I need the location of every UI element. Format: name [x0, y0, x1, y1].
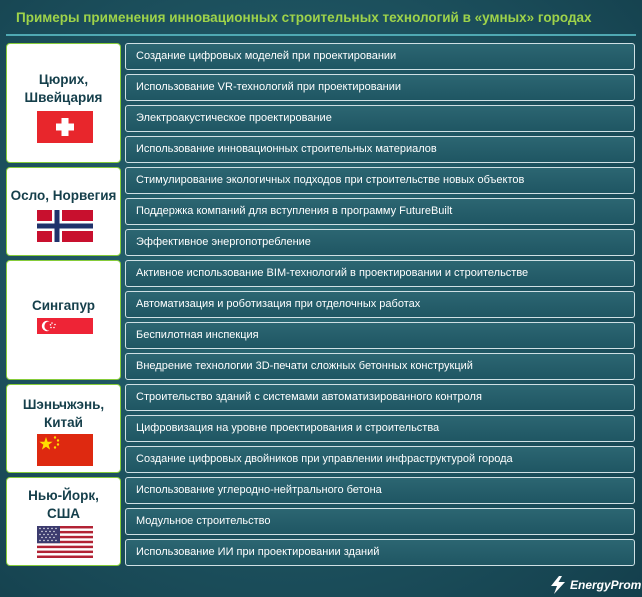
energyprom-logo	[548, 575, 642, 595]
lightning-icon	[548, 576, 568, 594]
list-item: Активное использование BIM-технологий в проектировании и строительстве	[125, 260, 635, 287]
singapore-flag-icon	[37, 318, 93, 350]
logo-text: EnergyProm	[570, 578, 642, 592]
list-item: Модульное строительство	[125, 508, 635, 535]
china-flag-icon	[37, 434, 93, 466]
list-item: Использование VR-технологий при проектировании	[125, 74, 635, 101]
city-card-zurich	[6, 43, 121, 163]
list-item: Беспилотная инспекция	[125, 322, 635, 349]
list-item: Использование ИИ при проектировании зданий	[125, 539, 635, 566]
list-item: Создание цифровых двойников при управлении инфраструктурой города	[125, 446, 635, 473]
norway-flag-icon	[37, 210, 93, 242]
usa-flag-icon	[37, 526, 93, 558]
title-divider	[6, 34, 636, 36]
city-name-new-york: Нью-Йорк, США	[28, 488, 99, 521]
list-item: Использование инновационных строительных материалов	[125, 136, 635, 163]
list-item: Эффективное энергопотребление	[125, 229, 635, 256]
city-card-new-york	[6, 477, 121, 566]
list-item: Использование углеродно-нейтрального бетона	[125, 477, 635, 504]
list-item: Внедрение технологии 3D-печати сложных бетонных конструкций	[125, 353, 635, 380]
list-item: Строительство зданий с системами автоматизированного контроля	[125, 384, 635, 411]
city-card-singapore	[6, 260, 121, 380]
city-name-singapore: Сингапур	[31, 298, 96, 313]
list-item: Цифровизация на уровне проектирования и строительства	[125, 415, 635, 442]
switzerland-flag-icon	[37, 111, 93, 143]
city-card-oslo	[6, 167, 121, 256]
list-item: Поддержка компаний для вступления в программу FutureBuilt	[125, 198, 635, 225]
city-name-shenzhen: Шэньчжэнь, Китай	[22, 397, 105, 430]
list-item: Электроакустическое проектирование	[125, 105, 635, 132]
list-item: Автоматизация и роботизация при отделочных работах	[125, 291, 635, 318]
city-name-oslo: Осло, Норвегия	[10, 188, 117, 203]
city-card-shenzhen	[6, 384, 121, 473]
page-title: Примеры применения инновационных строительных технологий в «умных» городах	[16, 10, 592, 25]
city-name-zurich: Цюрих, Швейцария	[24, 72, 103, 105]
list-item: Стимулирование экологичных подходов при строительстве новых объектов	[125, 167, 635, 194]
list-item: Создание цифровых моделей при проектировании	[125, 43, 635, 70]
